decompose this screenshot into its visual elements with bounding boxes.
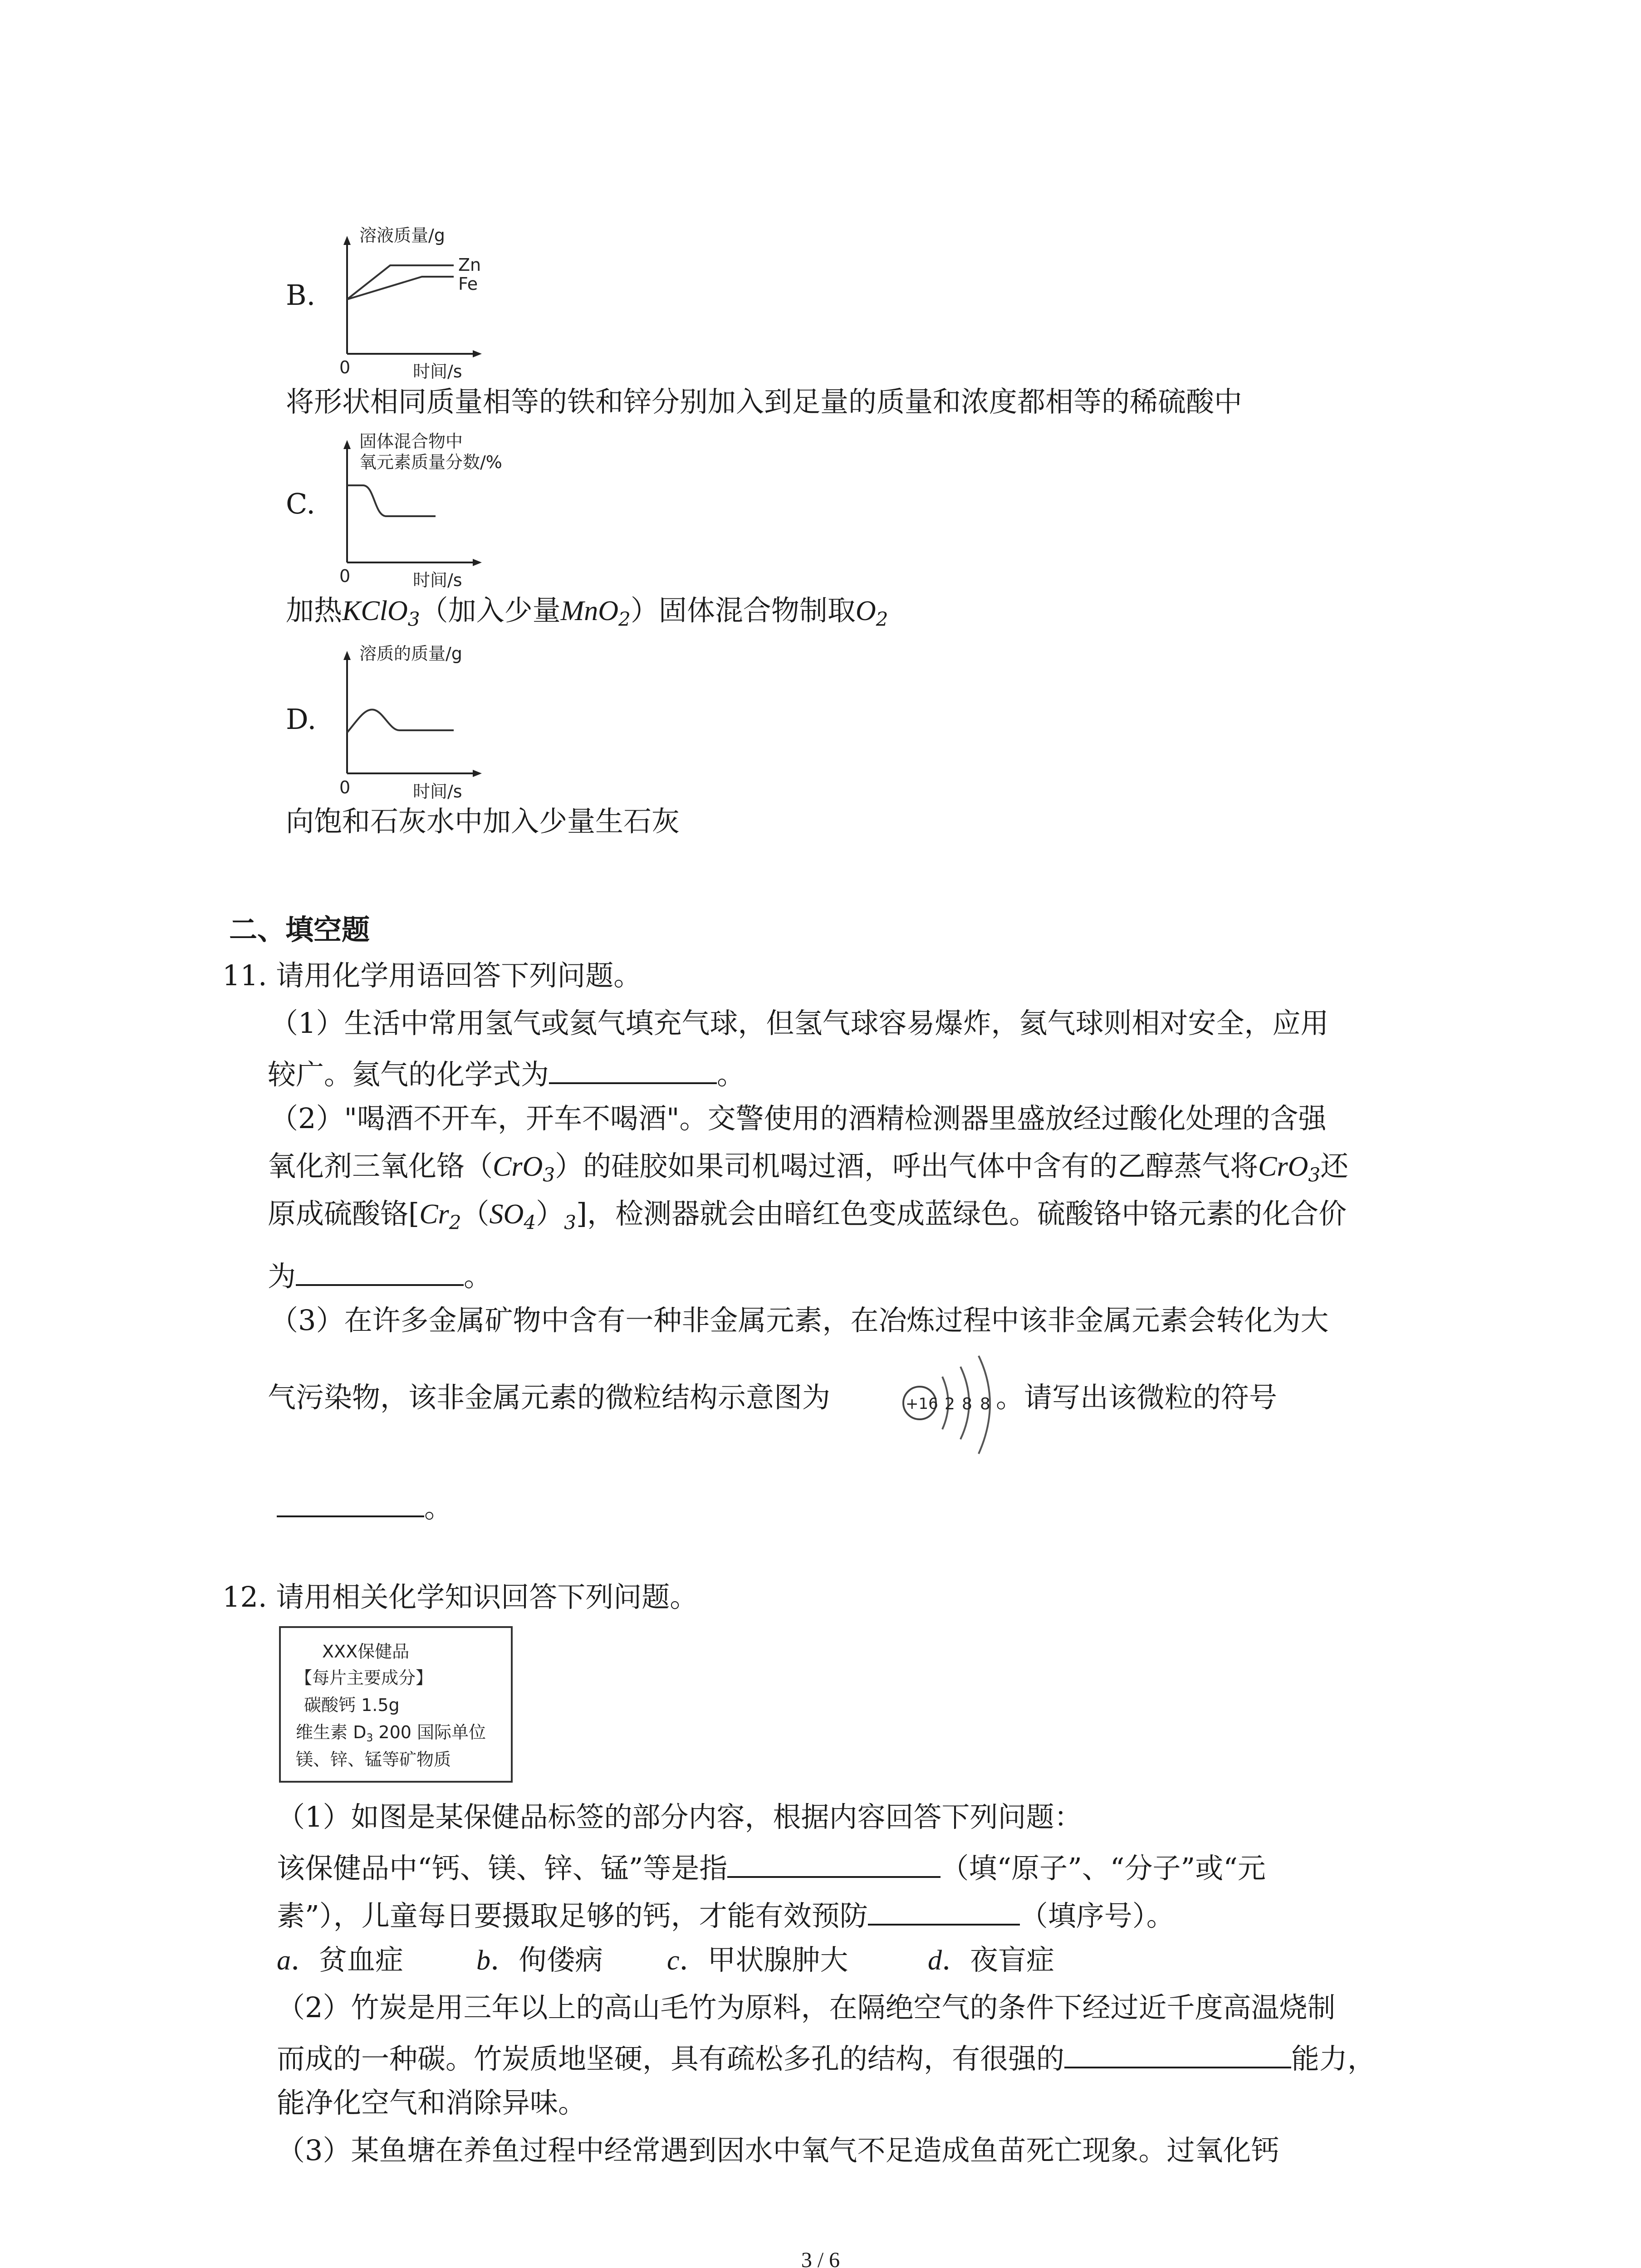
supplement-label-row1: 碳酸钙 1.5g [304, 1695, 400, 1715]
fe-curve [347, 277, 454, 299]
option-c-caption: 加热KClO$_3$（加入少量MnO$_2$）固体混合物制取$O_2$ [286, 594, 888, 631]
q11-p1-line1: （1）生活中常用氢气或氦气填充气球，但氢气球容易爆炸，氦气球则相对安全，应用 [270, 1007, 1329, 1040]
shell-3-electrons: 8 [980, 1395, 990, 1413]
q12-p2-line2: 而成的一种碳。竹炭质地坚硬，具有疏松多孔的结构，有很强的 能力， [277, 2042, 1376, 2075]
q11-p3-line2-b: 。请写出该微粒的符号 [996, 1381, 1278, 1414]
answer-blank-adsorption[interactable] [1064, 2041, 1291, 2068]
shell-2-electrons: 8 [962, 1395, 972, 1413]
section-title: 二、填空题 [229, 913, 370, 946]
q12-p2-line3: 能净化空气和消除异味。 [277, 2086, 587, 2119]
nucleus-charge: +16 [906, 1395, 938, 1413]
series-label-zn: Zn [458, 255, 481, 275]
q11-p3-line3: 。 [277, 1490, 452, 1522]
q11-p3-line1: （3）在许多金属矿物中含有一种非金属元素，在冶炼过程中该非金属元素会转化为大 [270, 1304, 1329, 1337]
q12-option-d: d．夜盲症 [928, 1943, 1055, 1976]
option-b-caption: 将形状相同质量相等的铁和锌分别加入到足量的质量和浓度都相等的稀硫酸中 [286, 385, 1243, 418]
q11-p3-line2-a: 气污染物，该非金属元素的微粒结构示意图为 [268, 1381, 831, 1414]
q11-p2-line2: 氧化剂三氧化铬（CrO$_3$）的硅胶如果司机喝过酒，呼出气体中含有的乙醇蒸气将CrO$_3$还 [268, 1149, 1349, 1186]
option-d-letter: D. [286, 703, 317, 736]
q12-option-b: b．佝偻病 [476, 1943, 603, 1976]
option-d-ylabel: 溶质的质量/g [359, 644, 462, 664]
q12-p1-line2: 该保健品中“钙、镁、锌、锰”等是指 （填“原子”、“分子”或“元 [277, 1852, 1266, 1885]
q11-p1-line2: 较广。氦气的化学式为 。 [268, 1058, 745, 1091]
answer-blank-helium[interactable] [549, 1057, 717, 1084]
option-c-xlabel: 时间/s [413, 570, 462, 590]
supplement-label-row3: 镁、锌、锰等矿物质 [296, 1750, 451, 1769]
q12-option-c: c．甲状腺肿大 [667, 1943, 848, 1976]
option-b-ylabel: 溶液质量/g [359, 225, 445, 245]
oxygen-fraction-curve [347, 485, 436, 516]
q12-p3-line1: （3）某鱼塘在养鱼过程中经常遇到因水中氧气不足造成鱼苗死亡现象。过氧化钙 [277, 2134, 1279, 2167]
q11-p2-line3: 原成硫酸铬$[Cr_2(SO_4)_3]$，检测器就会由暗红色变成蓝绿色。硫酸铬中铬元素的化合价 [268, 1197, 1347, 1234]
q11-p2-line4: 为 。 [268, 1260, 492, 1293]
option-d-xlabel: 时间/s [413, 782, 462, 802]
option-b-origin: 0 [339, 357, 351, 377]
q12-p1-line3: 素”），儿童每日要摄取足够的钙，才能有效预防 （填序号）。 [277, 1899, 1175, 1932]
q11-p2-line1: （2）"喝酒不开车，开车不喝酒"。交警使用的酒精检测器里盛放经过酸化处理的含强 [270, 1102, 1327, 1135]
atom-structure-diagram [901, 1349, 1019, 1481]
option-c-origin: 0 [339, 566, 351, 586]
q12-p2-line1: （2）竹炭是用三年以上的高山毛竹为原料，在隔绝空气的条件下经过近千度高温烧制 [277, 1991, 1336, 2024]
option-d-origin: 0 [339, 777, 351, 797]
option-d-caption: 向饱和石灰水中加入少量生石灰 [286, 805, 680, 838]
option-b-xlabel: 时间/s [413, 362, 462, 381]
answer-blank-disease[interactable] [868, 1898, 1020, 1926]
answer-blank-particle-symbol[interactable] [277, 1490, 424, 1517]
series-label-fe: Fe [458, 274, 478, 294]
shell-1-electrons: 2 [945, 1395, 955, 1413]
answer-blank-valence[interactable] [296, 1259, 464, 1286]
option-c-ylabel-2: 氧元素质量分数/% [359, 452, 502, 472]
supplement-label-heading: 【每片主要成分】 [295, 1668, 433, 1688]
q12-p1-line1: （1）如图是某保健品标签的部分内容，根据内容回答下列问题： [277, 1800, 1083, 1833]
option-c-ylabel-1: 固体混合物中 [359, 431, 463, 451]
option-c-letter: C. [286, 487, 315, 520]
q12-option-a: a．贫血症 [277, 1943, 404, 1976]
solute-mass-curve [347, 709, 454, 733]
supplement-label-row2: 维生素 D3 200 国际单位 [296, 1722, 486, 1745]
page-number: 3 / 6 [801, 2248, 840, 2268]
q11-stem: 11. 请用化学用语回答下列问题。 [222, 959, 642, 992]
answer-blank-element-type[interactable] [727, 1851, 941, 1878]
supplement-label-title: XXX保健品 [322, 1642, 410, 1662]
option-b-letter: B. [286, 279, 316, 312]
q12-stem: 12. 请用相关化学知识回答下列问题。 [222, 1580, 698, 1613]
